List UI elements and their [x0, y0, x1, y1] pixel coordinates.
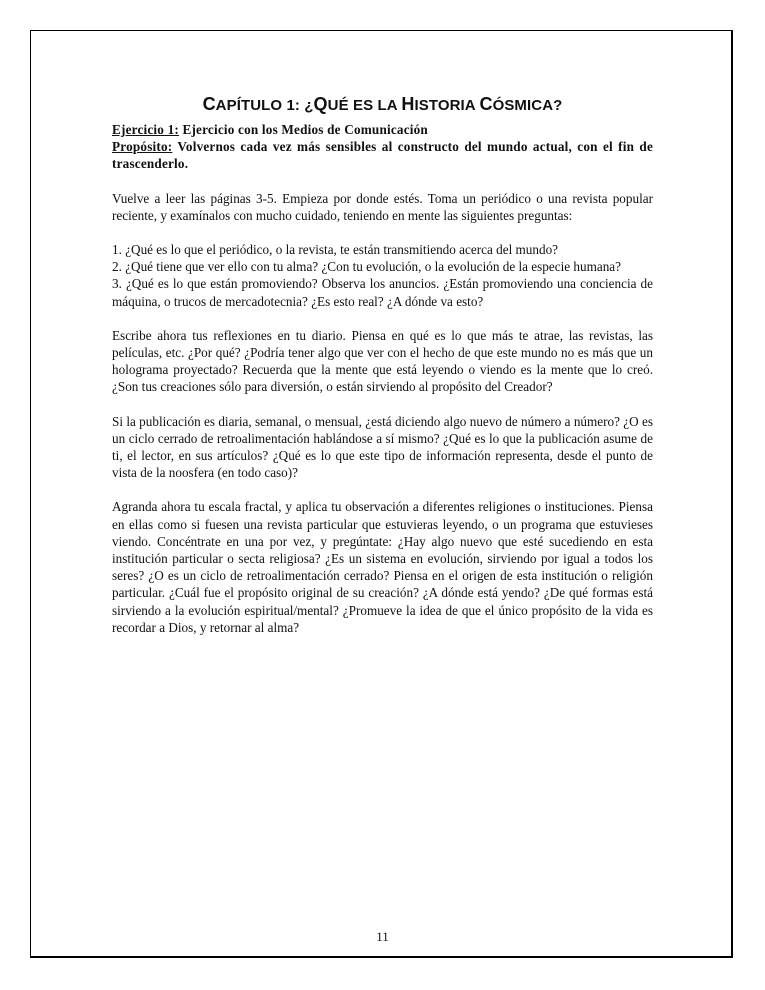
- fractal-paragraph: Agranda ahora tu escala fractal, y aplica tu observación a diferentes religiones o instituciones. Piensa en ellas como si fuesen una revista particular que estuvieras leyendo, o un programa que estuvieses viendo. Concéntrate en una por vez, y pregúntate: ¿Hay algo nuevo que esté sucediendo en esta institución particular o secta religiosa? ¿Es un sistema en evolución, sirviendo por igual a todos los seres? ¿O es un ciclo de retroalimentación cerrado? Piensa en el origen de esta institución o religión particular. ¿Cuál fue el propósito original de su creación? ¿A dónde está yendo? ¿De qué formas está sirviendo a la evolución espiritual/mental? ¿Promueve la idea de que el único propósito de la vida es recordar a Dios, y retornar al alma?: [112, 499, 653, 635]
- exercise-heading: [112, 121, 653, 138]
- intro-paragraph: Vuelve a leer las páginas 3-5. Empieza por donde estés. Toma un periódico o una revista popular reciente, y examínalos con mucho cuidado, teniendo en mente las siguientes preguntas:: [112, 190, 653, 223]
- chapter-title-part-2: UÉ ES LA: [327, 97, 402, 114]
- chapter-title-part-4: ÓSMICA?: [492, 97, 563, 114]
- question-list: [112, 241, 653, 310]
- question-item-2: 2. ¿Qué tiene que ver ello con tu alma? ¿Con tu evolución, o la evolución de la especie humana?: [112, 259, 621, 275]
- publication-paragraph: Si la publicación es diaria, semanal, o mensual, ¿está diciendo algo nuevo de número a número? ¿O es un ciclo cerrado de retroalimentación hablándose a sí mismo? ¿Qué es lo que la publicación asume de ti, el lector, en sus artículos? ¿Qué es lo que este tipo de información representa, desde el punto de vista de la noosfera (en todo caso)?: [112, 413, 653, 481]
- question-item-3: 3. ¿Qué es lo que están promoviendo? Observa los anuncios. ¿Están promoviendo una conciencia de máquina, o trucos de mercadotecnia? ¿Es esto real? ¿A dónde va esto?: [112, 276, 653, 309]
- reflection-paragraph: Escribe ahora tus reflexiones en tu diario. Piensa en qué es lo que más te atrae, las revistas, las películas, etc. ¿Por qué? ¿Podría tener algo que ver con el hecho de que este mundo no es más que un holograma proyectado? Recuerda que la mente que está leyendo o viendo es la mente que lo creó. ¿Son tus creaciones sólo para diversión, o están sirviendo al propósito del Creador?: [112, 327, 653, 395]
- page-number: 11: [376, 929, 389, 944]
- chapter-title-cap-1: C: [202, 94, 216, 114]
- purpose-statement: [112, 138, 653, 172]
- exercise-text: Ejercicio con los Medios de Comunicación: [178, 122, 428, 137]
- chapter-title-cap-4: C: [479, 94, 493, 114]
- exercise-label: Ejercicio 1:: [112, 122, 179, 137]
- chapter-title-cap-3: H: [401, 94, 415, 114]
- chapter-title-part-3: ISTORIA: [414, 97, 480, 114]
- question-item-1: 1. ¿Qué es lo que el periódico, o la revista, te están transmitiendo acerca del mundo?: [112, 242, 559, 258]
- purpose-text: Volvernos cada vez más sensibles al constructo del mundo actual, con el fin de trascenderlo.: [112, 139, 653, 172]
- page-content: [112, 93, 653, 636]
- purpose-label: Propósito:: [112, 139, 173, 155]
- chapter-title: [112, 93, 653, 117]
- chapter-title-cap-2: Q: [313, 94, 328, 114]
- chapter-title-part-1: APÍTULO 1: ¿: [215, 97, 314, 114]
